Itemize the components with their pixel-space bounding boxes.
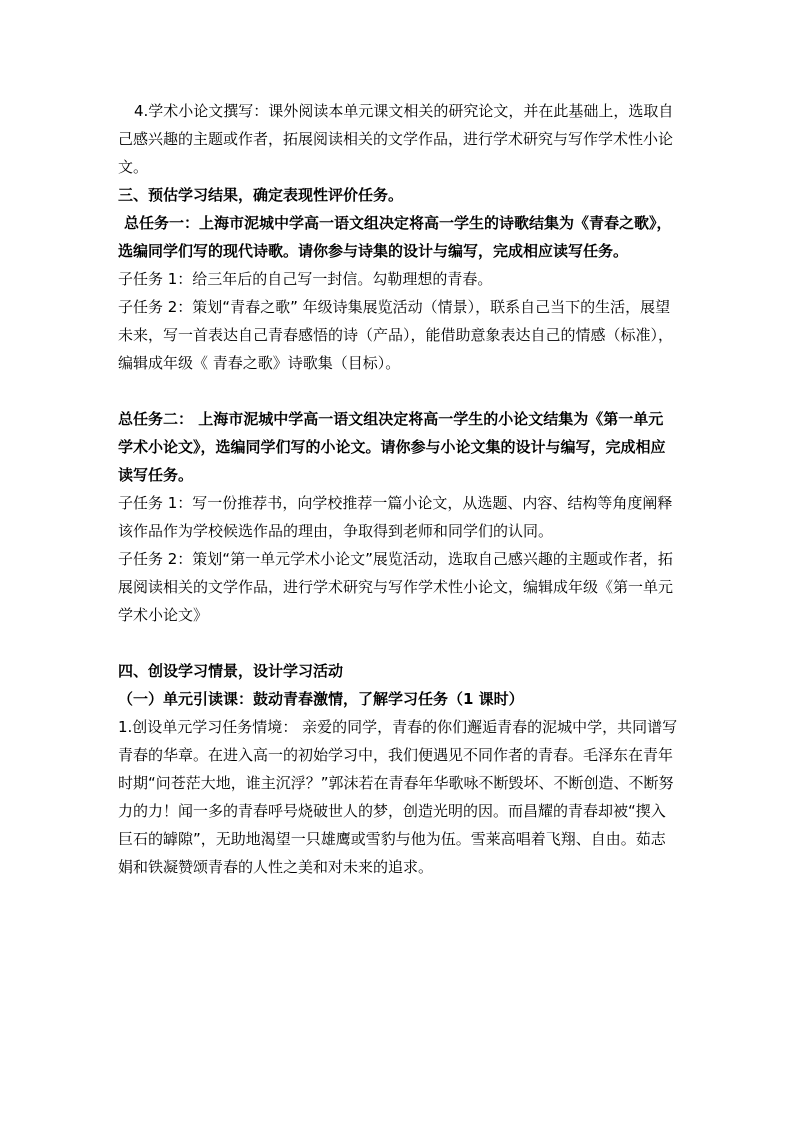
paragraph-learning-situation: 1.创设单元学习任务情境： 亲爱的同学，青春的你们邂逅青春的泥城中学，共同谱写青春的华章。在进入高一的初始学习中，我们便遇见不同作者的青春。毛泽东在青年时期“问苍茫大地，谁主沉浮？”郭沫若在青春年华歌咏不断毁坏、不断创造、不断努力的力！闻一多的青春呼号烧破世人的梦，创造光明的因。而昌耀的青春却被“揳入巨石的罅隙”，无助地渴望一只雄鹰或雪豹与他为伍。雪莱高唱着飞翔、自由。茹志娟和铁凝赞颂青春的人性之美和对未来的追求。 [118, 718, 678, 876]
subtask-two-two: 子任务 2：策划“第一单元学术小论文”展览活动，选取自己感兴趣的主题或作者，拓展阅读相关的文学作品，进行学术研究与写作学术性小论文，编辑成年级《第一单元学术小论文》 [118, 550, 674, 624]
subtask-one-two: 子任务 2：策划“青春之歌” 年级诗集展览活动（情景），联系自己当下的生活，展望未来，写一首表达自己青春感悟的诗（产品），能借助意象表达自己的情感（标准），编辑成年级《 青春之歌》诗歌集（目标）。 [118, 298, 674, 372]
heading-unit-intro-lesson: （一）单元引读课：鼓动青春激情，了解学习任务（1 课时） [118, 690, 524, 708]
main-task-two: 总任务二： 上海市泥城中学高一语文组决定将高一学生的小论文结集为《第一单元学术小论文》，选编同学们写的小论文。请你参与小论文集的设计与编写，完成相应读写任务。 [118, 410, 666, 484]
spacer [118, 377, 678, 405]
subtask-two-one: 子任务 1：写一份推荐书，向学校推荐一篇小论文，从选题、内容、结构等角度阐释该作品作为学校候选作品的理由，争取得到老师和同学们的认同。 [118, 494, 673, 540]
main-task-one: 总任务一：上海市泥城中学高一语文组决定将高一学生的诗歌结集为《青春之歌》，选编同学们写的现代诗歌。请你参与诗集的设计与编写，完成相应读写任务。 [118, 214, 672, 260]
paragraph-academic-paper-writing: 4.学术小论文撰写：课外阅读本单元课文相关的研究论文，并在此基础上，选取自己感兴趣的主题或作者，拓展阅读相关的文学作品，进行学术研究与写作学术性小论文。 [118, 102, 674, 176]
subtask-one-one: 子任务 1：给三年后的自己写一封信。勾勒理想的青春。 [118, 270, 493, 288]
heading-section-three: 三、预估学习结果，确定表现性评价任务。 [118, 186, 404, 204]
spacer [118, 629, 678, 657]
heading-section-four: 四、创设学习情景，设计学习活动 [118, 662, 344, 680]
document-body [118, 97, 678, 881]
